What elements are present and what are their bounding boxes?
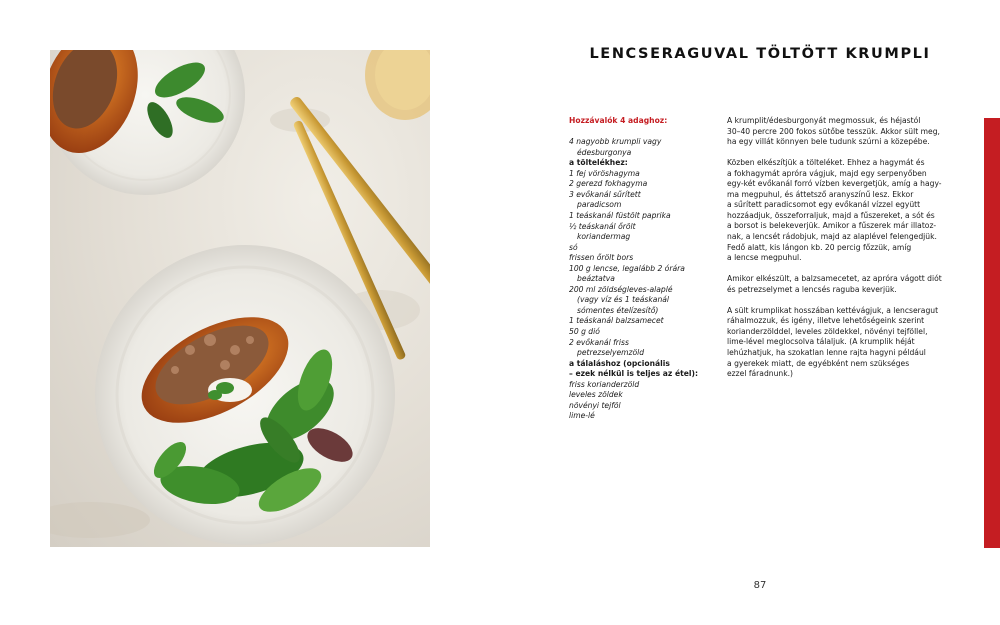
ingredient-line: beáztatva (577, 274, 615, 284)
recipe-photo (50, 50, 430, 547)
ingredients-column (569, 116, 719, 422)
instruction-line: a borsot is belekeverjük. Amikor a fűszerek már illatoz- (727, 221, 937, 231)
ingredient-line: 1 fej vöröshagyma (569, 168, 640, 178)
chapter-tab-bar (984, 118, 1000, 548)
instruction-line: Fedő alatt, kis lángon kb. 20 percig főzzük, amíg (727, 242, 912, 252)
ingredient-line: édesburgonya (577, 147, 632, 157)
instructions-list (727, 116, 959, 380)
recipe-title: LENCSERAGUVAL TÖLTÖTT KRUMPLI (589, 46, 931, 62)
instruction-line: ráhalmozzuk, és igény, illetve lehetőségeink szerint (727, 316, 925, 326)
instruction-line: A krumplit/édesburgonyát megmossuk, és héjastól (727, 116, 921, 125)
instruction-line: 30–40 percre 200 fokos sütőbe tesszük. Akkor sült meg, (727, 126, 940, 136)
ingredient-line: – ezek nélkül is teljes az étel): (569, 369, 699, 379)
instruction-line: ma megpuhul, és áttetsző aranyszínű lesz. Ekkor (727, 189, 914, 199)
instruction-line: lime-lével meglocsolva tálaljuk. (A krumplik héját (727, 337, 915, 347)
ingredient-line: 100 g lencse, legalább 2 órára (569, 263, 685, 273)
instruction-paragraph (727, 274, 959, 295)
ingredients-list (569, 137, 719, 422)
instruction-paragraph (727, 158, 959, 263)
instruction-line: a lencse megpuhul. (727, 253, 802, 263)
ingredient-line: a tálaláshoz (opcionális (569, 358, 670, 368)
ingredients-heading: Hozzávalók 4 adaghoz: (569, 116, 668, 125)
instruction-line: korianderzölddel, leveles zöldekkel, növényi tejföllel, (727, 326, 928, 336)
ingredient-line: ½ teáskanál őrölt (569, 221, 636, 231)
ingredient-line: só (569, 242, 578, 252)
ingredient-line: petrezselyemzöld (577, 348, 645, 358)
ingredient-line: paradicsom (577, 200, 622, 210)
instruction-paragraph (727, 306, 959, 380)
instruction-line: és petrezselymet a lencsés raguba keverjük. (727, 284, 897, 294)
stuffed-potato-photo (50, 50, 430, 547)
ingredient-line: 4 nagyobb krumpli vagy (569, 137, 662, 147)
instruction-line: a gyerekek miatt, de egyébként nem szükséges (727, 358, 910, 368)
instructions-column (727, 116, 959, 390)
instruction-line: a sűrített paradicsomot egy evőkanál vízzel együtt (727, 200, 921, 210)
instruction-line: lehúzhatjuk, ha szokatlan lenne rajta hagyni például (727, 348, 926, 358)
instruction-line: Amikor elkészült, a balzsamecetet, az apróra vágott diót (727, 274, 942, 284)
ingredient-line: koriandermag (577, 232, 631, 242)
instruction-line: Közben elkészítjük a tölteléket. Ehhez a hagymát és (727, 158, 925, 168)
instruction-line: hozzáadjuk, összeforraljuk, majd a fűszereket, a sót és (727, 210, 935, 220)
ingredient-line: a töltelékhez: (569, 158, 628, 168)
instruction-line: nak, a lencsét rádobjuk, majd az alaplével felengedjük. (727, 232, 937, 242)
instruction-line: ha egy villát könnyen bele tudunk szúrni a közepébe. (727, 137, 930, 147)
ingredient-line: 3 evőkanál sűrített (569, 189, 641, 199)
instruction-paragraph (727, 116, 959, 148)
ingredient-line: 1 teáskanál füstölt paprika (569, 210, 671, 220)
instruction-line: ezzel fáradnunk.) (727, 369, 793, 379)
ingredient-line: 1 teáskanál balzsamecet (569, 316, 664, 326)
ingredient-line: frissen őrölt bors (569, 253, 634, 263)
ingredient-line: növényi tejföl (569, 400, 621, 410)
ingredient-line: sómentes ételízesítő) (577, 305, 659, 315)
ingredient-line: lime-lé (569, 411, 595, 421)
ingredient-line: leveles zöldek (569, 390, 623, 400)
ingredient-line: 2 gerezd fokhagyma (569, 179, 648, 189)
ingredient-line: friss korianderzöld (569, 379, 640, 389)
instruction-line: a fokhagymát apróra vágjuk, majd egy serpenyőben (727, 168, 927, 178)
page-number: 87 (753, 580, 767, 591)
instruction-line: egy-két evőkanál forró vízben kevergetjük, amíg a hagy- (727, 179, 942, 189)
ingredient-line: 2 evőkanál friss (569, 337, 629, 347)
ingredient-line: (vagy víz és 1 teáskanál (577, 295, 670, 305)
instruction-line: A sült krumplikat hosszában kettévágjuk, a lencseragut (727, 305, 939, 315)
ingredient-line: 200 ml zöldségleves-alaplé (569, 284, 673, 294)
ingredient-line: 50 g dió (569, 326, 600, 336)
